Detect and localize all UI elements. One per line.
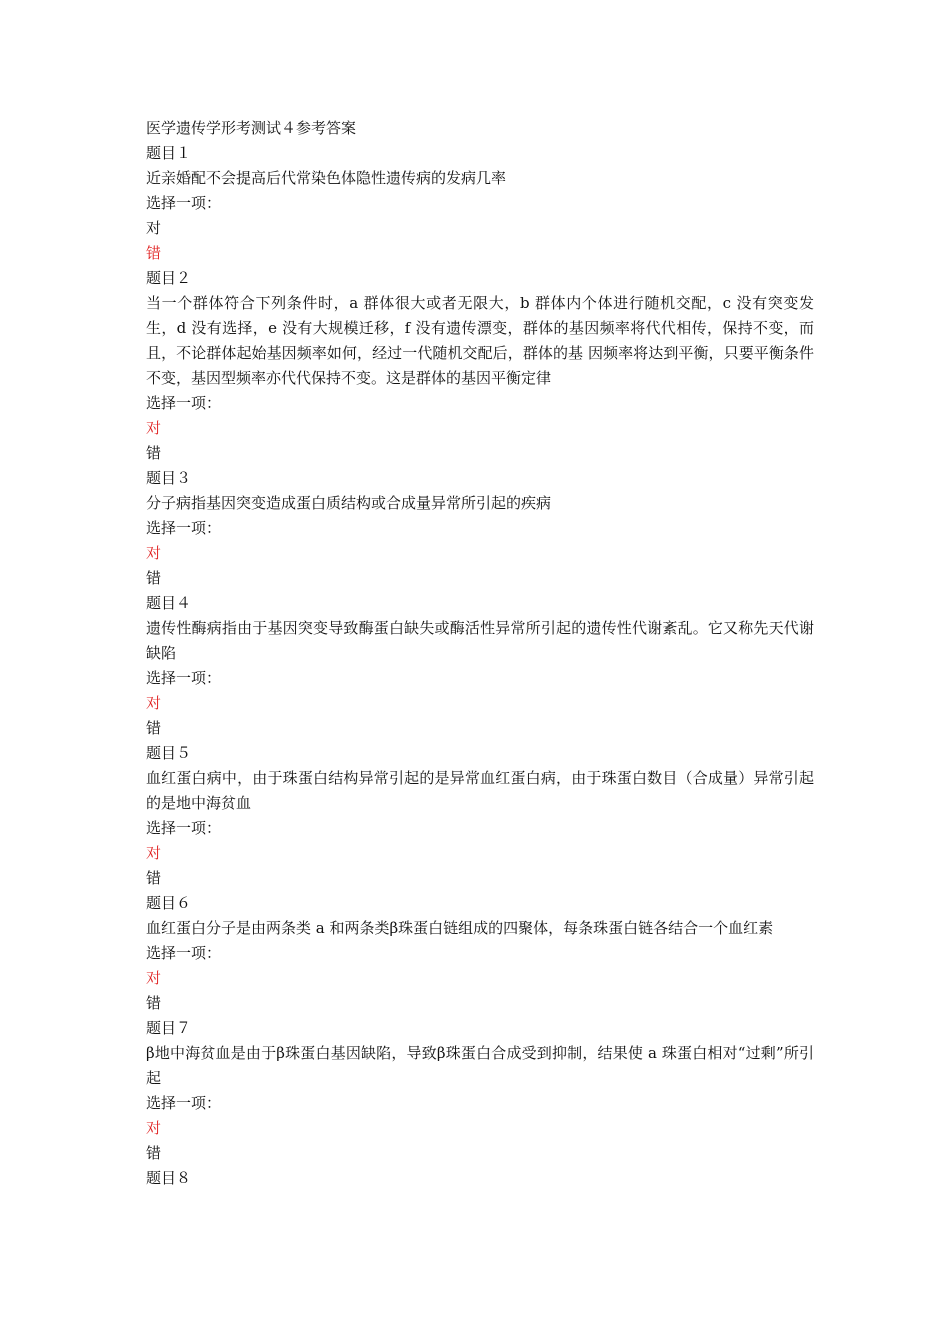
option-false: 错 <box>146 719 162 737</box>
question-3 <box>146 466 814 591</box>
question-text: 分子病指基因突变造成蛋白质结构或合成量异常所引起的疾病 <box>146 494 552 512</box>
select-prompt: 选择一项： <box>146 669 222 687</box>
question-text: 当一个群体符合下列条件时，a 群体很大或者无限大，b 群体内个体进行随机交配，c 没有突变发生，d 没有选择，e 没有大规模迁移，f 没有遗传漂变，群体的基因频率将代代相传，保持不变，而且，不论群体起始基因频率如何，经过一代随机交配后，群体的基 因频率将达到平衡，只要平衡条件不变，基因型频率亦代代保持不变。这是群体的基因平衡定律 <box>146 294 814 387</box>
option-false-correct: 错 <box>146 244 162 262</box>
option-false: 错 <box>146 444 162 462</box>
question-text: 血红蛋白病中，由于珠蛋白结构异常引起的是异常血红蛋白病，由于珠蛋白数目（合成量）异常引起的是地中海贫血 <box>146 769 814 812</box>
option-false: 错 <box>146 1144 162 1162</box>
question-label: 题目６ <box>146 894 192 912</box>
option-true-correct: 对 <box>146 694 162 712</box>
question-6 <box>146 891 814 1016</box>
question-label: 题目１ <box>146 144 192 162</box>
question-text: 血红蛋白分子是由两条类 a 和两条类β珠蛋白链组成的四聚体，每条珠蛋白链各结合一个血红素 <box>146 919 774 937</box>
option-false: 错 <box>146 994 162 1012</box>
question-label: 题目４ <box>146 594 192 612</box>
option-true: 对 <box>146 219 162 237</box>
option-true-correct: 对 <box>146 544 162 562</box>
option-false: 错 <box>146 569 162 587</box>
select-prompt: 选择一项： <box>146 1094 222 1112</box>
question-1 <box>146 141 814 266</box>
question-2 <box>146 266 814 466</box>
select-prompt: 选择一项： <box>146 944 222 962</box>
question-label: 题目５ <box>146 744 192 762</box>
question-text: β地中海贫血是由于β珠蛋白基因缺陷，导致β珠蛋白合成受到抑制，结果使 a 珠蛋白相对“过剩”所引起 <box>146 1044 814 1087</box>
question-8 <box>146 1166 814 1191</box>
question-4 <box>146 591 814 741</box>
option-true-correct: 对 <box>146 844 162 862</box>
question-label: 题目２ <box>146 269 192 287</box>
document-page <box>146 116 814 1191</box>
select-prompt: 选择一项： <box>146 194 222 212</box>
question-label: 题目８ <box>146 1169 192 1187</box>
question-7 <box>146 1016 814 1166</box>
option-true-correct: 对 <box>146 1119 162 1137</box>
option-true-correct: 对 <box>146 969 162 987</box>
select-prompt: 选择一项： <box>146 519 222 537</box>
option-true-correct: 对 <box>146 419 162 437</box>
document-title: 医学遗传学形考测试４参考答案 <box>146 119 357 137</box>
option-false: 错 <box>146 869 162 887</box>
question-text: 遗传性酶病指由于基因突变导致酶蛋白缺失或酶活性异常所引起的遗传性代谢紊乱。它又称先天代谢缺陷 <box>146 619 814 662</box>
select-prompt: 选择一项： <box>146 819 222 837</box>
question-text: 近亲婚配不会提高后代常染色体隐性遗传病的发病几率 <box>146 169 507 187</box>
question-5 <box>146 741 814 891</box>
select-prompt: 选择一项： <box>146 394 222 412</box>
question-label: 题目７ <box>146 1019 192 1037</box>
question-label: 题目３ <box>146 469 192 487</box>
